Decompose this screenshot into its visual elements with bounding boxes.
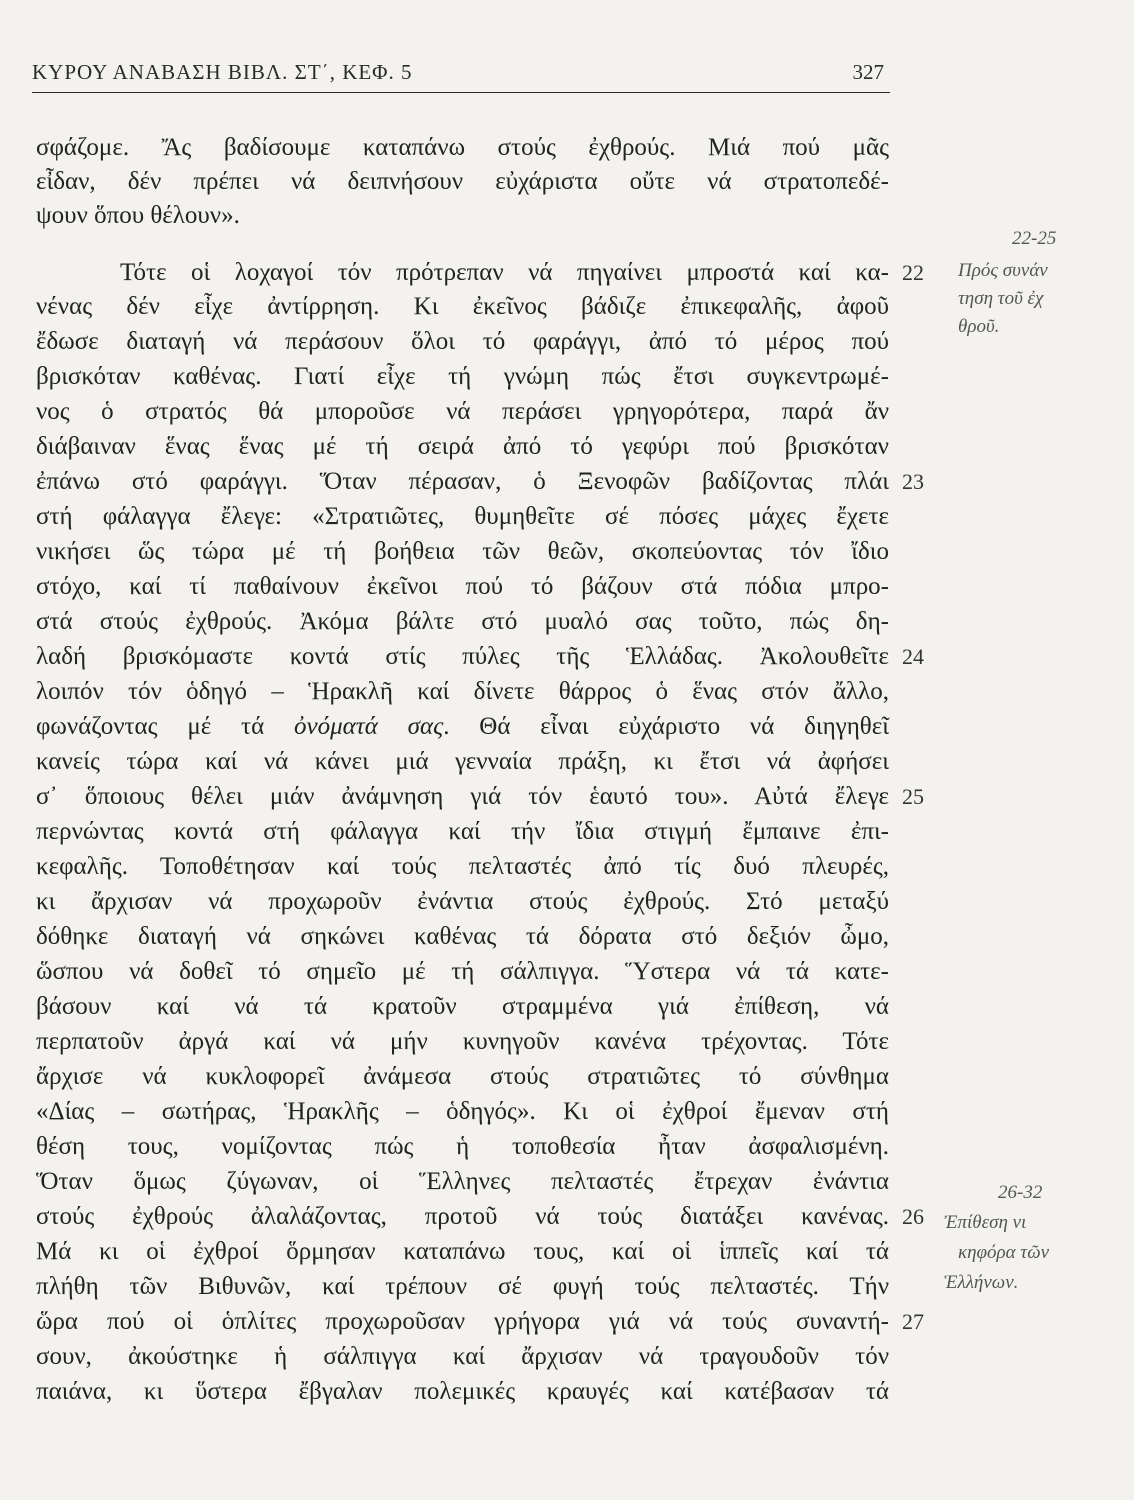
page-number: 327 <box>852 60 884 84</box>
text-line: ὥρα πού οἱ ὁπλίτες προχωροῦσαν γρήγορα γιά νά τούς συναντή- <box>36 1308 889 1335</box>
margin-note-line: τηση τοῦ ἐχ <box>958 288 1044 309</box>
text-line: παιάνα, κι ὕστερα ἔβγαλαν πολεμικές κραυγές καί κατέβασαν τά <box>36 1378 889 1405</box>
margin-note-line: Πρός συνάν <box>958 260 1048 281</box>
text-line: βάσουν καί νά τά κρατοῦν στραμμένα γιά ἐπίθεση, νά <box>36 993 889 1020</box>
margin-note-line: θροῦ. <box>958 316 1000 337</box>
text-line: κι ἄρχισαν νά προχωροῦν ἐνάντια στούς ἐχθρούς. Στό μεταξύ <box>36 888 889 915</box>
text-line: λοιπόν τόν ὁδηγό – Ἡρακλῆ καί δίνετε θάρρος ὁ ἕνας στόν ἄλλο, <box>36 678 889 705</box>
text-line: σουν, ἀκούστηκε ἡ σάλπιγγα καί ἄρχισαν νά τραγουδοῦν τόν <box>36 1343 889 1370</box>
text-line: σφάζομε. Ἄς βαδίσουμε καταπάνω στούς ἐχθρούς. Μιά πού μᾶς <box>36 134 889 161</box>
margin-note-range: 22-25 <box>1012 228 1057 249</box>
text-line: Ὅταν ὅμως ζύγωναν, οἱ Ἕλληνες πελταστές ἔτρεχαν ἐνάντια <box>36 1168 889 1195</box>
section-number: 24 <box>902 644 924 669</box>
text-line: στόχο, καί τί παθαίνουν ἐκεῖνοι πού τό βάζουν στά πόδια μπρο- <box>36 573 889 600</box>
section-number: 25 <box>902 784 924 809</box>
section-number: 23 <box>902 469 924 494</box>
text-line: περπατοῦν ἀργά καί νά μήν κυνηγοῦν κανένα τρέχοντας. Τότε <box>36 1028 889 1055</box>
text-run: . Θά εἶναι εὐχάριστο νά διηγηθεῖ <box>443 713 890 740</box>
text-line: δόθηκε διαταγή νά σηκώνει καθένας τά δόρατα στό δεξιόν ὦμο, <box>36 923 889 950</box>
text-line: ὥσπου νά δοθεῖ τό σημεῖο μέ τή σάλπιγγα. Ὕστερα νά τά κατε- <box>36 958 889 985</box>
book-title: ΚΥΡΟΥ ΑΝΑΒΑΣΗ ΒΙΒΛ. ΣΤ΄, ΚΕΦ. 5 <box>32 60 413 84</box>
text-line-mixed <box>36 712 889 742</box>
section-number: 26 <box>902 1204 924 1229</box>
text-line: εἶδαν, δέν πρέπει νά δειπνήσουν εὐχάριστα οὔτε νά στρατοπεδέ- <box>36 168 889 195</box>
text-line: βρισκόταν καθένας. Γιατί εἶχε τή γνώμη πώς ἔτσι συγκεντρωμέ- <box>36 363 889 390</box>
text-line: Μά κι οἱ ἐχθροί ὅρμησαν καταπάνω τους, καί οἱ ἱππεῖς καί τά <box>36 1238 889 1265</box>
text-line: διάβαιναν ἕνας ἕνας μέ τή σειρά ἀπό τό γεφύρι πού βρισκόταν <box>36 433 889 460</box>
text-line: λαδή βρισκόμαστε κοντά στίς πύλες τῆς Ἑλλάδας. Ἀκολουθεῖτε <box>36 643 889 670</box>
text-line: σ᾽ ὅποιους θέλει μιάν ἀνάμνηση γιά τόν ἑαυτό του». Αὐτά ἔλεγε <box>36 783 889 810</box>
text-line: στά στούς ἐχθρούς. Ἀκόμα βάλτε στό μυαλό σας τοῦτο, πώς δη- <box>36 608 889 635</box>
text-line: θέση τους, νομίζοντας πώς ἡ τοποθεσία ἦταν ἀσφαλισμένη. <box>36 1133 889 1160</box>
running-header <box>32 56 890 93</box>
text-line: στή φάλαγγα ἔλεγε: «Στρατιῶτες, θυμηθεῖτε σέ πόσες μάχες ἔχετε <box>36 503 889 530</box>
margin-note-line: κηφόρα τῶν <box>958 1242 1050 1263</box>
margin-note-line: Ἑλλήνων. <box>944 1272 1019 1293</box>
text-line: ἔδωσε διαταγή νά περάσουν ὅλοι τό φαράγγι, ἀπό τό μέρος πού <box>36 328 889 355</box>
text-line: ἐπάνω στό φαράγγι. Ὅταν πέρασαν, ὁ Ξενοφῶν βαδίζοντας πλάι <box>36 468 889 495</box>
text-line: νικήσει ὥς τώρα μέ τή βοήθεια τῶν θεῶν, σκοπεύοντας τόν ἴδιο <box>36 538 889 565</box>
margin-note-line: Ἐπίθεση νι <box>944 1212 1027 1233</box>
margin-note-range: 26-32 <box>998 1182 1043 1203</box>
text-line: περνώντας κοντά στή φάλαγγα καί τήν ἴδια στιγμή ἔμπαινε ἐπι- <box>36 818 889 845</box>
text-line: κεφαλῆς. Τοποθέτησαν καί τούς πελταστές ἀπό τίς δυό πλευρές, <box>36 853 889 880</box>
text-run: φωνάζοντας μέ τά <box>36 713 265 740</box>
text-line: ψουν ὅπου θέλουν». <box>36 202 240 229</box>
text-line: πλήθη τῶν Βιθυνῶν, καί τρέπουν σέ φυγή τούς πελταστές. Τήν <box>36 1273 889 1300</box>
text-line: κανείς τώρα καί νά κάνει μιά γενναία πράξη, κι ἔτσι νά ἀφήσει <box>36 748 889 775</box>
text-line: ἄρχισε νά κυκλοφορεῖ ἀνάμεσα στούς στρατιῶτες τό σύνθημα <box>36 1063 889 1090</box>
text-line: νένας δέν εἶχε ἀντίρρηση. Κι ἐκεῖνος βάδιζε ἐπικεφαλῆς, ἀφοῦ <box>36 293 889 320</box>
italic-text-run: ὀνόματά σας <box>294 713 444 740</box>
section-number: 27 <box>902 1309 924 1334</box>
text-line: στούς ἐχθρούς ἀλαλάζοντας, προτοῦ νά τούς διατάξει κανένας. <box>36 1203 889 1230</box>
text-line: Τότε οἱ λοχαγοί τόν πρότρεπαν νά πηγαίνει μπροστά καί κα- <box>120 259 889 286</box>
text-line: νος ὁ στρατός θά μποροῦσε νά περάσει γρηγορότερα, παρά ἄν <box>36 398 889 425</box>
text-line: «Δίας – σωτήρας, Ἡρακλῆς – ὁδηγός». Κι οἱ ἐχθροί ἔμεναν στή <box>36 1098 889 1125</box>
section-number: 22 <box>902 260 924 285</box>
